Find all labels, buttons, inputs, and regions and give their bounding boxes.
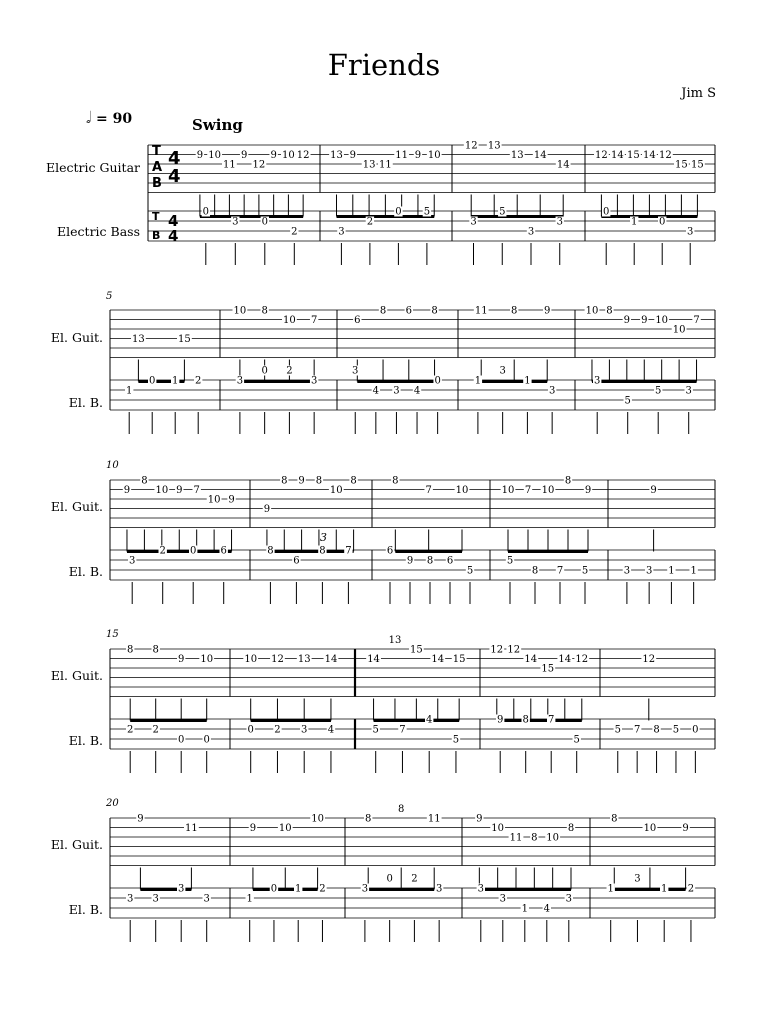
guitar-fret-number: 7 bbox=[693, 315, 700, 326]
tab-clef-letter: A bbox=[152, 160, 163, 175]
guitar-fret-number: 8 bbox=[564, 475, 572, 487]
bass-fret-number: 1 bbox=[524, 375, 531, 387]
guitar-fret-number: 15 bbox=[409, 644, 423, 656]
bass-fret-number: 5 bbox=[506, 555, 514, 567]
guitar-fret-number: 9 bbox=[240, 150, 248, 161]
guitar-fret-number: 13 bbox=[510, 150, 524, 161]
guitar-fret-number: 8 bbox=[611, 813, 618, 825]
guitar-fret-number: 12 bbox=[490, 644, 504, 656]
guitar-fret-number: 10 bbox=[207, 494, 221, 506]
bass-fret-number: 0 bbox=[149, 375, 156, 387]
bass-fret-number: 3 bbox=[556, 216, 563, 228]
guitar-fret-number: 10 bbox=[585, 305, 599, 317]
guitar-fret-number: 9 bbox=[123, 485, 131, 496]
guitar-fret-number: 13 bbox=[362, 159, 376, 171]
guitar-fret-number: 9 bbox=[263, 504, 271, 515]
bass-fret-number: 3 bbox=[393, 385, 400, 397]
time-signature-digit: 4 bbox=[168, 148, 181, 169]
guitar-fret-number: 12 bbox=[507, 644, 521, 656]
bass-fret-number: 1 bbox=[474, 375, 482, 387]
bass-fret-number: 1 bbox=[668, 565, 675, 577]
guitar-fret-number: 6 bbox=[405, 305, 412, 317]
composer-name: Jim S bbox=[681, 86, 716, 101]
instrument-label-guitar-short: El. Guit. bbox=[50, 668, 103, 683]
bass-fret-number: 5 bbox=[499, 206, 506, 218]
guitar-fret-number: 12 bbox=[595, 150, 608, 161]
guitar-fret-number: 13 bbox=[487, 140, 501, 152]
guitar-fret-number: 6 bbox=[354, 315, 361, 326]
instrument-label-bass-short: El. B. bbox=[68, 902, 103, 917]
bass-fret-number: 7 bbox=[345, 545, 352, 557]
guitar-fret-number: 11 bbox=[185, 823, 198, 834]
bass-fret-number: 5 bbox=[423, 206, 431, 218]
bass-fret-number: 0 bbox=[395, 206, 402, 218]
guitar-fret-number: 8 bbox=[315, 475, 323, 487]
guitar-fret-number: 14 bbox=[556, 159, 570, 171]
guitar-fret-number: 10 bbox=[311, 813, 324, 825]
bass-fret-number: 2 bbox=[127, 724, 134, 736]
bass-fret-number: 3 bbox=[203, 893, 210, 905]
bass-fret-number: 7 bbox=[633, 724, 641, 736]
bass-fret-number: 0 bbox=[261, 216, 268, 228]
guitar-fret-number: 12 bbox=[296, 150, 310, 161]
bass-fret-number: 0 bbox=[386, 873, 393, 885]
bass-fret-number: 2 bbox=[687, 883, 695, 895]
guitar-fret-number: 9 bbox=[298, 475, 305, 487]
bass-fret-number: 8 bbox=[522, 714, 529, 726]
guitar-fret-number: 10 bbox=[541, 485, 555, 496]
bass-fret-number: 0 bbox=[261, 365, 268, 377]
bass-fret-number: 3 bbox=[634, 873, 641, 885]
bass-fret-number: 5 bbox=[581, 565, 589, 577]
guitar-fret-number: 7 bbox=[425, 485, 432, 496]
guitar-fret-number: 15 bbox=[541, 663, 555, 675]
bass-fret-number: 3 bbox=[178, 883, 185, 895]
guitar-fret-number: 10 bbox=[155, 485, 169, 496]
bass-fret-number: 1 bbox=[521, 903, 528, 915]
guitar-fret-number: 9 bbox=[249, 823, 257, 834]
guitar-fret-number: 14 bbox=[558, 654, 572, 665]
guitar-fret-number: 8 bbox=[261, 305, 268, 317]
guitar-fret-number: 9 bbox=[176, 485, 183, 496]
bass-fret-number: 3 bbox=[470, 216, 477, 228]
guitar-fret-number: 10 bbox=[208, 150, 222, 161]
bass-fret-number: 2 bbox=[159, 545, 166, 557]
bass-fret-number: 5 bbox=[573, 734, 580, 746]
guitar-fret-number: 7 bbox=[310, 315, 318, 326]
guitar-fret-number: 12 bbox=[464, 140, 478, 152]
measure-number: 10 bbox=[106, 460, 119, 471]
bass-fret-number: 3 bbox=[236, 375, 244, 387]
bass-fret-number: 1 bbox=[126, 385, 133, 397]
guitar-fret-number: 10 bbox=[501, 485, 515, 496]
guitar-fret-number: 9 bbox=[476, 813, 483, 825]
bass-fret-number: 1 bbox=[172, 375, 179, 387]
tempo-value: = 90 bbox=[95, 111, 133, 127]
bass-fret-number: 3 bbox=[129, 555, 136, 567]
guitar-fret-number: 10 bbox=[244, 654, 258, 665]
guitar-fret-number: 12 bbox=[659, 150, 672, 161]
bass-fret-number: 0 bbox=[434, 375, 441, 387]
guitar-fret-number: 15 bbox=[675, 159, 688, 171]
bass-fret-number: 3 bbox=[499, 893, 506, 905]
guitar-fret-number: 7 bbox=[524, 485, 532, 496]
guitar-fret-number: 9 bbox=[584, 485, 592, 496]
instrument-label-guitar: Electric Guitar bbox=[46, 160, 140, 175]
measure-number: 5 bbox=[106, 291, 113, 302]
guitar-fret-number: 15 bbox=[178, 334, 191, 345]
guitar-fret-number: 14 bbox=[524, 654, 538, 665]
bass-fret-number: 5 bbox=[452, 734, 460, 746]
bass-fret-number: 3 bbox=[232, 216, 239, 228]
guitar-fret-number: 8 bbox=[531, 832, 538, 844]
bass-fret-number: 7 bbox=[399, 724, 406, 736]
instrument-label-bass: Electric Bass bbox=[57, 224, 140, 239]
bass-fret-number: 2 bbox=[286, 365, 293, 377]
guitar-fret-number: 9 bbox=[178, 654, 185, 665]
bass-fret-number: 1 bbox=[607, 883, 614, 895]
bass-fret-number: 8 bbox=[267, 545, 274, 557]
guitar-fret-number: 14 bbox=[324, 654, 338, 665]
bass-fret-number: 5 bbox=[614, 724, 621, 736]
guitar-fret-number: 8 bbox=[365, 813, 372, 825]
guitar-fret-number: 9 bbox=[137, 813, 144, 825]
bass-fret-number: 3 bbox=[645, 565, 653, 577]
bass-fret-number: 4 bbox=[327, 724, 335, 736]
bass-fret-number: 9 bbox=[497, 714, 504, 726]
bass-fret-number: 8 bbox=[653, 724, 660, 736]
guitar-fret-number: 15 bbox=[627, 150, 640, 161]
bass-fret-number: 3 bbox=[361, 883, 369, 895]
bass-fret-number: 3 bbox=[477, 883, 484, 895]
bass-fret-number: 0 bbox=[190, 545, 197, 557]
bass-fret-number: 2 bbox=[152, 724, 159, 736]
bass-fret-number: 3 bbox=[435, 883, 443, 895]
bass-fret-number: 1 bbox=[246, 893, 253, 905]
guitar-fret-number: 12 bbox=[642, 654, 656, 665]
guitar-fret-number: 14 bbox=[643, 150, 656, 161]
guitar-fret-number: 10 bbox=[282, 150, 295, 161]
guitar-fret-number: 8 bbox=[511, 305, 518, 317]
instrument-label-guitar-short: El. Guit. bbox=[50, 837, 103, 852]
guitar-fret-number: 11 bbox=[395, 150, 409, 161]
time-signature-digit: 4 bbox=[168, 166, 181, 187]
guitar-fret-number: 13 bbox=[132, 334, 145, 345]
guitar-fret-number: 9 bbox=[650, 485, 657, 496]
bass-fret-number: 4 bbox=[426, 714, 433, 726]
bass-fret-number: 2 bbox=[319, 883, 326, 895]
bass-fret-number: 1 bbox=[661, 883, 668, 895]
bass-fret-number: 3 bbox=[152, 893, 159, 905]
guitar-fret-number: 7 bbox=[193, 485, 200, 496]
bass-fret-number: 3 bbox=[623, 565, 631, 577]
guitar-fret-number: 14 bbox=[611, 150, 624, 161]
guitar-fret-number: 8 bbox=[281, 475, 288, 487]
bass-fret-number: 0 bbox=[659, 216, 666, 228]
guitar-fret-number: 8 bbox=[127, 644, 134, 656]
guitar-fret-number: 10 bbox=[200, 654, 214, 665]
guitar-fret-number: 14 bbox=[367, 654, 380, 665]
guitar-fret-number: 8 bbox=[606, 305, 613, 317]
time-signature-digit: 4 bbox=[168, 212, 179, 230]
guitar-fret-number: 10 bbox=[233, 305, 247, 317]
guitar-fret-number: 10 bbox=[455, 485, 469, 496]
bass-fret-number: 2 bbox=[274, 724, 281, 736]
guitar-fret-number: 10 bbox=[655, 315, 669, 326]
bass-fret-number: 5 bbox=[466, 565, 474, 577]
instrument-label-bass-short: El. B. bbox=[68, 564, 103, 579]
time-signature-digit: 4 bbox=[168, 227, 179, 245]
guitar-fret-number: 10 bbox=[643, 823, 657, 834]
bass-fret-number: 3 bbox=[685, 385, 692, 397]
guitar-fret-number: 13 bbox=[297, 654, 311, 665]
guitar-fret-number: 10 bbox=[427, 150, 441, 161]
guitar-fret-number: 13 bbox=[388, 635, 402, 646]
bass-fret-number: 2 bbox=[366, 216, 374, 228]
swing-marking: Swing bbox=[192, 116, 243, 134]
bass-fret-number: 1 bbox=[690, 565, 697, 577]
tab-clef-letter: B bbox=[152, 229, 161, 242]
guitar-fret-number: 11 bbox=[223, 159, 236, 171]
bass-fret-number: 1 bbox=[631, 216, 638, 228]
bass-fret-number: 8 bbox=[319, 545, 326, 557]
bass-fret-number: 3 bbox=[310, 375, 318, 387]
guitar-fret-number: 9 bbox=[414, 150, 422, 161]
bass-fret-number: 6 bbox=[293, 555, 300, 567]
guitar-fret-number: 9 bbox=[228, 494, 235, 506]
bass-fret-number: 0 bbox=[692, 724, 699, 736]
guitar-fret-number: 9 bbox=[641, 315, 648, 326]
guitar-fret-number: 12 bbox=[252, 159, 266, 171]
bass-fret-number: 3 bbox=[687, 226, 694, 238]
bass-fret-number: 3 bbox=[352, 365, 359, 377]
bass-fret-number: 0 bbox=[202, 206, 209, 218]
guitar-fret-number: 15 bbox=[691, 159, 704, 171]
bass-fret-number: 3 bbox=[548, 385, 556, 397]
guitar-fret-number: 11 bbox=[474, 305, 488, 317]
bass-fret-number: 0 bbox=[178, 734, 185, 746]
guitar-fret-number: 8 bbox=[379, 305, 387, 317]
bass-fret-number: 3 bbox=[594, 375, 601, 387]
guitar-fret-number: 12 bbox=[575, 654, 589, 665]
bass-fret-number: 6 bbox=[220, 545, 227, 557]
half-note-icon: 𝅗𝅥 bbox=[86, 108, 92, 127]
bass-fret-number: 3 bbox=[127, 893, 134, 905]
guitar-fret-number: 14 bbox=[533, 150, 547, 161]
bass-fret-number: 5 bbox=[624, 395, 631, 407]
guitar-fret-number: 9 bbox=[544, 305, 551, 317]
guitar-fret-number: 9 bbox=[682, 823, 689, 834]
bass-fret-number: 7 bbox=[556, 565, 564, 577]
instrument-label-guitar-short: El. Guit. bbox=[50, 330, 103, 345]
bass-fret-number: 6 bbox=[386, 545, 394, 557]
bass-fret-number: 2 bbox=[291, 226, 298, 238]
guitar-fret-number: 11 bbox=[509, 832, 523, 844]
bass-fret-number: 1 bbox=[295, 883, 302, 895]
tab-clef-letter: B bbox=[152, 176, 162, 191]
guitar-fret-number: 14 bbox=[431, 654, 445, 665]
guitar-fret-number: 8 bbox=[398, 804, 405, 815]
guitar-fret-number: 9 bbox=[196, 150, 204, 161]
guitar-fret-number: 10 bbox=[283, 315, 296, 326]
bass-fret-number: 3 bbox=[527, 226, 535, 238]
guitar-fret-number: 8 bbox=[392, 475, 399, 487]
guitar-fret-number: 10 bbox=[278, 823, 292, 834]
bass-fret-number: 3 bbox=[338, 226, 345, 238]
bass-fret-number: 3 bbox=[301, 724, 308, 736]
bass-fret-number: 6 bbox=[446, 555, 454, 567]
bass-fret-number: 5 bbox=[672, 724, 680, 736]
tab-clef-letter: T bbox=[152, 210, 160, 223]
guitar-fret-number: 8 bbox=[152, 644, 159, 656]
bass-fret-number: 8 bbox=[531, 565, 539, 577]
bass-fret-number: 4 bbox=[413, 385, 421, 397]
guitar-fret-number: 10 bbox=[672, 324, 686, 336]
guitar-fret-number: 12 bbox=[271, 654, 284, 665]
instrument-label-bass-short: El. B. bbox=[68, 733, 103, 748]
bass-fret-number: 2 bbox=[195, 375, 202, 387]
bass-fret-number: 0 bbox=[603, 206, 610, 218]
bass-fret-number: 2 bbox=[411, 873, 418, 885]
measure-number: 20 bbox=[106, 798, 119, 809]
guitar-fret-number: 8 bbox=[567, 823, 575, 834]
instrument-label-guitar-short: El. Guit. bbox=[50, 499, 103, 514]
score-title: Friends bbox=[327, 48, 441, 82]
bass-fret-number: 0 bbox=[270, 883, 278, 895]
guitar-fret-number: 8 bbox=[350, 475, 357, 487]
bass-fret-number: 5 bbox=[372, 724, 379, 736]
bass-fret-number: 3 bbox=[565, 893, 572, 905]
guitar-fret-number: 8 bbox=[141, 475, 148, 487]
bass-fret-number: 0 bbox=[247, 724, 254, 736]
guitar-fret-number: 9 bbox=[623, 315, 631, 326]
guitar-fret-number: 8 bbox=[431, 305, 438, 317]
guitar-fret-number: 9 bbox=[270, 150, 277, 161]
triplet-marking: 3 bbox=[320, 531, 327, 544]
bass-fret-number: 0 bbox=[203, 734, 210, 746]
guitar-fret-number: 10 bbox=[546, 832, 560, 844]
bass-fret-number: 8 bbox=[426, 555, 434, 567]
guitar-fret-number: 11 bbox=[379, 159, 392, 171]
guitar-fret-number: 13 bbox=[330, 150, 343, 161]
bass-fret-number: 4 bbox=[543, 903, 550, 915]
guitar-fret-number: 10 bbox=[491, 823, 505, 834]
bass-fret-number: 7 bbox=[548, 714, 555, 726]
tab-clef-letter: T bbox=[152, 144, 161, 159]
measure-number: 15 bbox=[106, 629, 119, 640]
guitar-fret-number: 11 bbox=[427, 813, 441, 825]
instrument-label-bass-short: El. B. bbox=[68, 395, 103, 410]
guitar-fret-number: 15 bbox=[452, 654, 466, 665]
bass-fret-number: 9 bbox=[406, 555, 414, 567]
guitar-fret-number: 9 bbox=[349, 150, 356, 161]
bass-fret-number: 4 bbox=[372, 385, 380, 397]
bass-fret-number: 3 bbox=[499, 365, 506, 377]
bass-fret-number: 5 bbox=[655, 385, 662, 397]
guitar-fret-number: 10 bbox=[329, 485, 343, 496]
